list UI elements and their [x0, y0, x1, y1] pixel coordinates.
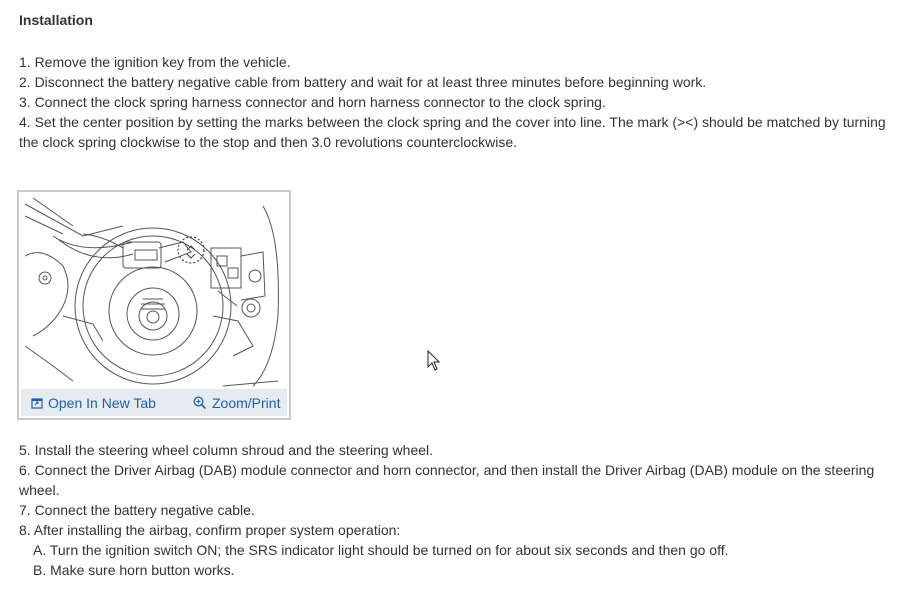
step-3: 3. Connect the clock spring harness connector and horn harness connector to the clock spring.: [19, 94, 606, 110]
step-6: 6. Connect the Driver Airbag (DAB) module connector and horn connector, and then install the Driver Airbag (DAB) module on the steering wheel.: [19, 462, 875, 498]
step-8a: A. Turn the ignition switch ON; the SRS indicator light should be turned on for about six seconds and then go off.: [33, 542, 729, 558]
step-4: 4. Set the center position by setting the marks between the clock spring and the cover into line. The mark (><) should be matched by turning the clock spring clockwise to the stop and then 3.0 revolutions counterclockwise.: [19, 114, 886, 150]
clock-spring-figure: [17, 190, 291, 420]
open-new-tab-label: Open In New Tab: [48, 394, 156, 411]
open-new-tab-icon: [31, 397, 43, 409]
step-8: 8. After installing the airbag, confirm proper system operation:: [19, 522, 401, 538]
clock-spring-illustration: [23, 196, 285, 390]
zoom-print-link[interactable]: [193, 395, 280, 411]
zoom-in-icon: [193, 396, 207, 410]
step-2: 2. Disconnect the battery negative cable from battery and wait for at least three minutes before beginning work.: [19, 74, 707, 90]
step-8b: B. Make sure horn button works.: [33, 562, 235, 578]
step-5: 5. Install the steering wheel column shroud and the steering wheel.: [19, 442, 434, 458]
step-1: 1. Remove the ignition key from the vehicle.: [19, 54, 291, 70]
open-new-tab-link[interactable]: [31, 395, 156, 411]
step-7: 7. Connect the battery negative cable.: [19, 502, 255, 518]
page-title: Installation: [19, 12, 93, 28]
mouse-cursor-icon: [427, 350, 441, 372]
figure-toolbar: [21, 389, 287, 416]
zoom-print-label: Zoom/Print: [212, 394, 281, 411]
